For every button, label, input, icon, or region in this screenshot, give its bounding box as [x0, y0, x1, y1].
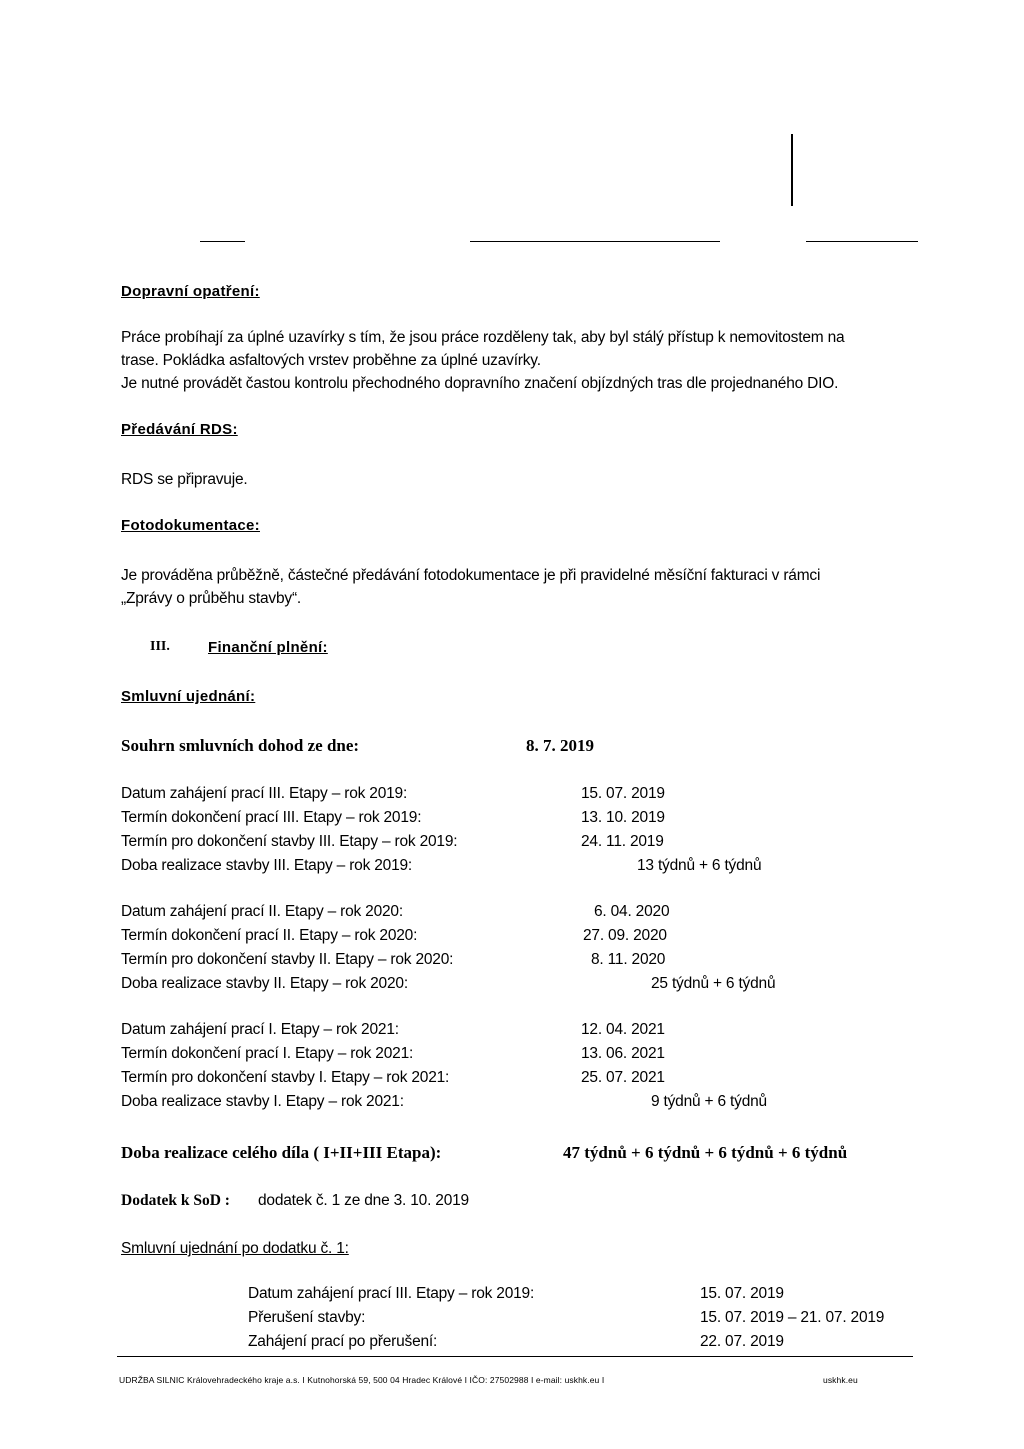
traffic-line-3: Je nutné provádět častou kontrolu přechodného dopravního značení objízdných tras dle projednaného DIO.: [121, 375, 839, 392]
stage2-value: 8. 11. 2020: [591, 951, 666, 968]
stage2-label: Doba realizace stavby II. Etapy – rok 2020:: [121, 975, 408, 992]
stage1-value: 12. 04. 2021: [581, 1021, 665, 1038]
summary-label: Souhrn smluvních dohod ze dne:: [121, 736, 360, 755]
traffic-line-1: Práce probíhají za úplné uzavírky s tím, že jsou práce rozděleny tak, aby byl stálý přístup k nemovitostem na: [121, 329, 845, 346]
finance-heading: Finanční plnění:: [208, 639, 328, 656]
amendment-row-label: Přerušení stavby:: [248, 1309, 366, 1326]
footer-company-info: UDRŽBA SILNIC Královehradeckého kraje a.s. I Kutnohorská 59, 500 04 Hradec Králové I IČO: 27502988 I e-mail: uskhk.eu I: [119, 1375, 605, 1385]
amendment-heading: Smluvní ujednání po dodatku č. 1:: [121, 1240, 349, 1257]
stage3-label: Doba realizace stavby III. Etapy – rok 2019:: [121, 857, 413, 874]
stage3-value: 15. 07. 2019: [581, 785, 665, 802]
traffic-heading: Dopravní opatření:: [121, 283, 260, 300]
photo-line-2: „Zprávy o průběhu stavby“.: [121, 590, 302, 607]
rds-heading: Předávání RDS:: [121, 421, 238, 438]
total-label: Doba realizace celého díla ( I+II+III Etapa):: [121, 1143, 442, 1162]
stage1-value: 13. 06. 2021: [581, 1045, 665, 1062]
amendment-row-value: 15. 07. 2019: [700, 1285, 784, 1302]
amendment-row-value: 22. 07. 2019: [700, 1333, 784, 1350]
stage3-label: Termín pro dokončení stavby III. Etapy – rok 2019:: [121, 833, 458, 850]
photo-heading: Fotodokumentace:: [121, 517, 260, 534]
photo-line-1: Je prováděna průběžně, částečné předávání fotodokumentace je při pravidelné měsíční fakturaci v rámci: [121, 567, 821, 584]
stage2-value: 25 týdnů + 6 týdnů: [651, 975, 776, 992]
finance-numeral: III.: [150, 639, 170, 654]
scan-artifact-vertical: [791, 134, 793, 206]
stage2-label: Datum zahájení prací II. Etapy – rok 2020:: [121, 903, 403, 920]
footer-divider: [117, 1356, 913, 1357]
stage3-value: 13. 10. 2019: [581, 809, 665, 826]
stage2-label: Termín pro dokončení stavby II. Etapy – rok 2020:: [121, 951, 454, 968]
stage3-value: 13 týdnů + 6 týdnů: [637, 857, 762, 874]
scan-artifact-line-3: [806, 241, 918, 242]
amendment-value: dodatek č. 1 ze dne 3. 10. 2019: [258, 1192, 469, 1209]
stage1-value: 25. 07. 2021: [581, 1069, 665, 1086]
footer-web: uskhk.eu: [823, 1375, 858, 1385]
stage1-label: Termín dokončení prací I. Etapy – rok 2021:: [121, 1045, 414, 1062]
stage3-label: Datum zahájení prací III. Etapy – rok 2019:: [121, 785, 408, 802]
scan-artifact-line-2: [470, 241, 720, 242]
amendment-row-label: Zahájení prací po přerušení:: [248, 1333, 438, 1350]
stage1-value: 9 týdnů + 6 týdnů: [651, 1093, 767, 1110]
stage2-value: 27. 09. 2020: [583, 927, 667, 944]
total-value: 47 týdnů + 6 týdnů + 6 týdnů + 6 týdnů: [563, 1143, 848, 1162]
summary-date: 8. 7. 2019: [526, 736, 594, 755]
stage2-label: Termín dokončení prací II. Etapy – rok 2020:: [121, 927, 418, 944]
stage2-value: 6. 04. 2020: [594, 903, 670, 920]
scan-artifact-line-1: [200, 241, 245, 242]
stage1-label: Datum zahájení prací I. Etapy – rok 2021:: [121, 1021, 399, 1038]
stage1-label: Doba realizace stavby I. Etapy – rok 2021:: [121, 1093, 404, 1110]
stage3-label: Termín dokončení prací III. Etapy – rok 2019:: [121, 809, 422, 826]
traffic-line-2: trase. Pokládka asfaltových vrstev proběhne za úplné uzavírky.: [121, 352, 541, 369]
stage1-label: Termín pro dokončení stavby I. Etapy – rok 2021:: [121, 1069, 450, 1086]
amendment-row-value: 15. 07. 2019 – 21. 07. 2019: [700, 1309, 885, 1326]
stage3-value: 24. 11. 2019: [581, 833, 664, 850]
contract-heading: Smluvní ujednání:: [121, 688, 256, 705]
amendment-label: Dodatek k SoD :: [121, 1192, 230, 1209]
amendment-row-label: Datum zahájení prací III. Etapy – rok 2019:: [248, 1285, 535, 1302]
rds-text: RDS se připravuje.: [121, 471, 248, 488]
